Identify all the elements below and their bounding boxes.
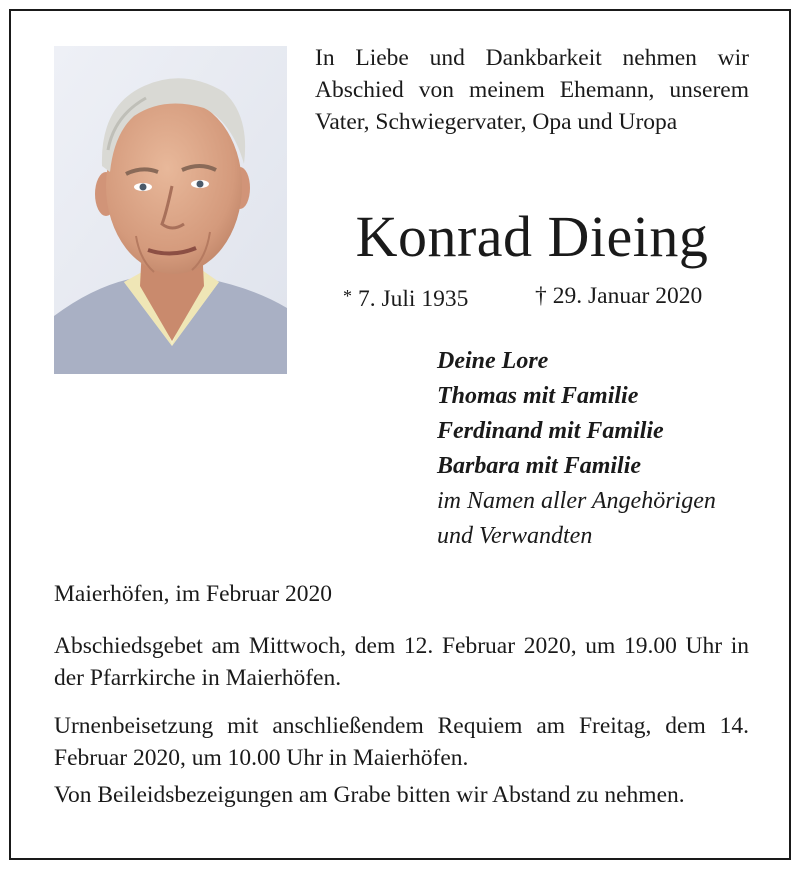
death-date-group <box>535 279 702 313</box>
mourner-line: Ferdinand mit Familie <box>437 418 664 444</box>
relatives-line: im Namen aller Angehörigen <box>437 488 716 514</box>
mourner-line: Thomas mit Familie <box>437 383 639 409</box>
death-date: 29. Januar 2020 <box>552 283 703 309</box>
relatives-line: und Verwandten <box>437 523 593 549</box>
burial-announcement: Urnenbeisetzung mit anschließendem Requiem am Freitag, dem 14. Februar 2020, um 10.00 Uhr in Maierhöfen. <box>54 713 749 771</box>
prayer-announcement: Abschiedsgebet am Mittwoch, dem 12. Februar 2020, um 19.00 Uhr in der Pfarrkirche in Maierhöfen. <box>54 633 749 691</box>
portrait-illustration <box>54 46 287 374</box>
deceased-name: Konrad Dieing <box>355 204 709 269</box>
portrait-photo <box>54 46 287 374</box>
birth-star-icon: * <box>343 286 352 306</box>
intro-text: In Liebe und Dankbarkeit nehmen wir Abschied von meinem Ehemann, unserem Vater, Schwiegervater, Opa und Uropa <box>315 45 749 135</box>
death-cross-icon: † <box>535 283 547 309</box>
mourner-line: Barbara mit Familie <box>437 453 642 479</box>
condolence-note: Von Beileidsbezeigungen am Grabe bitten wir Abstand zu nehmen. <box>54 782 685 808</box>
mourner-line: Deine Lore <box>437 348 549 374</box>
place-date: Maierhöfen, im Februar 2020 <box>54 581 333 607</box>
birth-date: 7. Juli 1935 <box>358 286 469 312</box>
birth-date-group <box>343 279 468 316</box>
obituary-notice <box>9 9 791 860</box>
life-dates <box>315 279 749 313</box>
family-signatures <box>437 344 777 554</box>
